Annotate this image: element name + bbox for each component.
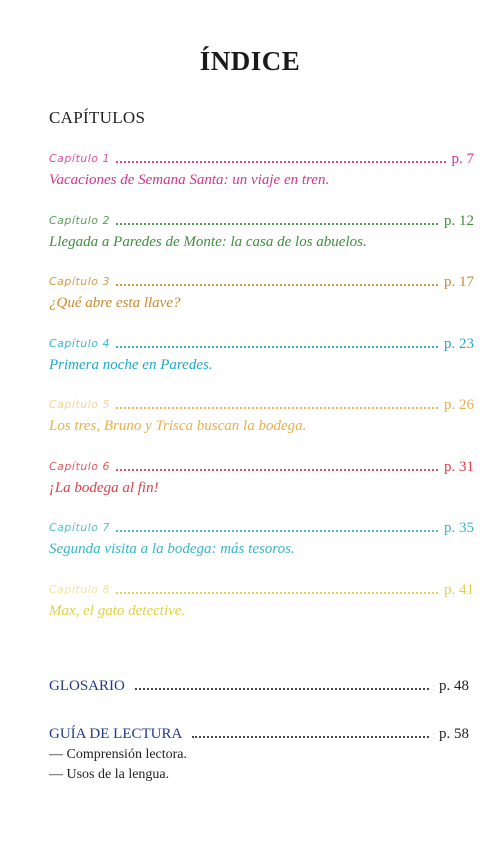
chapter-title: Vacaciones de Semana Santa: un viaje en tren. — [49, 172, 330, 188]
chapter-title: Los tres, Bruno y Trisca buscan la bodega. — [49, 418, 307, 434]
chapter-entry[interactable] — [49, 515, 474, 558]
leader-dots — [116, 592, 438, 594]
chapter-label: Capítulo 5 — [49, 398, 111, 411]
chapter-entry[interactable] — [49, 146, 474, 189]
chapter-page: p. 35 — [444, 520, 474, 536]
leader-dots — [116, 161, 445, 163]
chapter-label: Capítulo 4 — [49, 336, 111, 350]
glossary-entry[interactable] — [49, 678, 469, 695]
chapter-page: p. 23 — [444, 335, 474, 352]
chapter-title: ¿Qué abre esta llave? — [49, 295, 181, 311]
chapter-label: Capítulo 6 — [49, 459, 111, 473]
leader-dots — [135, 688, 429, 690]
guide-item: — Usos de la lengua. — [49, 767, 170, 782]
chapter-entry[interactable] — [49, 331, 474, 374]
leader-dots — [116, 223, 438, 225]
chapter-line — [49, 269, 474, 291]
reading-guide-page: p. 58 — [439, 726, 469, 742]
chapter-title: ¡La bodega al fin! — [49, 479, 159, 496]
chapter-entry[interactable] — [49, 269, 474, 312]
chapter-page: p. 26 — [444, 397, 474, 413]
section-heading: CAPÍTULOS — [49, 108, 146, 127]
chapter-page: p. 17 — [444, 274, 474, 290]
chapter-label: Capítulo 7 — [49, 521, 111, 534]
glossary-page: p. 48 — [439, 678, 469, 694]
chapter-entry[interactable] — [49, 208, 474, 251]
leader-dots — [116, 530, 438, 532]
chapter-label: Capítulo 1 — [49, 152, 111, 165]
chapter-line — [49, 515, 474, 537]
chapter-page: p. 7 — [451, 151, 474, 167]
chapter-line — [49, 331, 474, 353]
reading-guide-label: GUÍA DE LECTURA — [49, 726, 183, 742]
leader-dots — [192, 736, 429, 738]
chapter-title: Segunda visita a la bodega: más tesoros. — [49, 541, 295, 557]
reading-guide-entry[interactable] — [49, 726, 469, 783]
chapter-line — [49, 454, 474, 476]
chapter-page: p. 41 — [444, 581, 474, 598]
chapter-line — [49, 392, 474, 414]
glossary-label: GLOSARIO — [49, 678, 125, 694]
chapter-page: p. 31 — [444, 458, 474, 475]
chapter-title: Llegada a Paredes de Monte: la casa de los abuelos. — [49, 233, 367, 250]
page-title: ÍNDICE — [199, 46, 301, 76]
chapter-entry[interactable] — [49, 392, 474, 435]
chapter-title: Primera noche en Paredes. — [49, 356, 213, 373]
chapter-title: Max, el gato detective. — [49, 602, 186, 619]
chapter-entry[interactable] — [49, 454, 474, 497]
chapter-label: Capítulo 8 — [49, 582, 111, 596]
chapter-line — [49, 208, 474, 230]
guide-item: — Comprensión lectora. — [49, 747, 188, 762]
chapter-line — [49, 146, 474, 168]
leader-dots — [116, 469, 438, 471]
chapter-page: p. 12 — [444, 212, 474, 229]
leader-dots — [116, 346, 438, 348]
chapter-line — [49, 577, 474, 599]
chapter-label: Capítulo 3 — [49, 275, 111, 288]
chapter-entry[interactable] — [49, 577, 474, 620]
chapter-label: Capítulo 2 — [49, 213, 111, 227]
leader-dots — [116, 284, 438, 286]
leader-dots — [116, 407, 438, 409]
